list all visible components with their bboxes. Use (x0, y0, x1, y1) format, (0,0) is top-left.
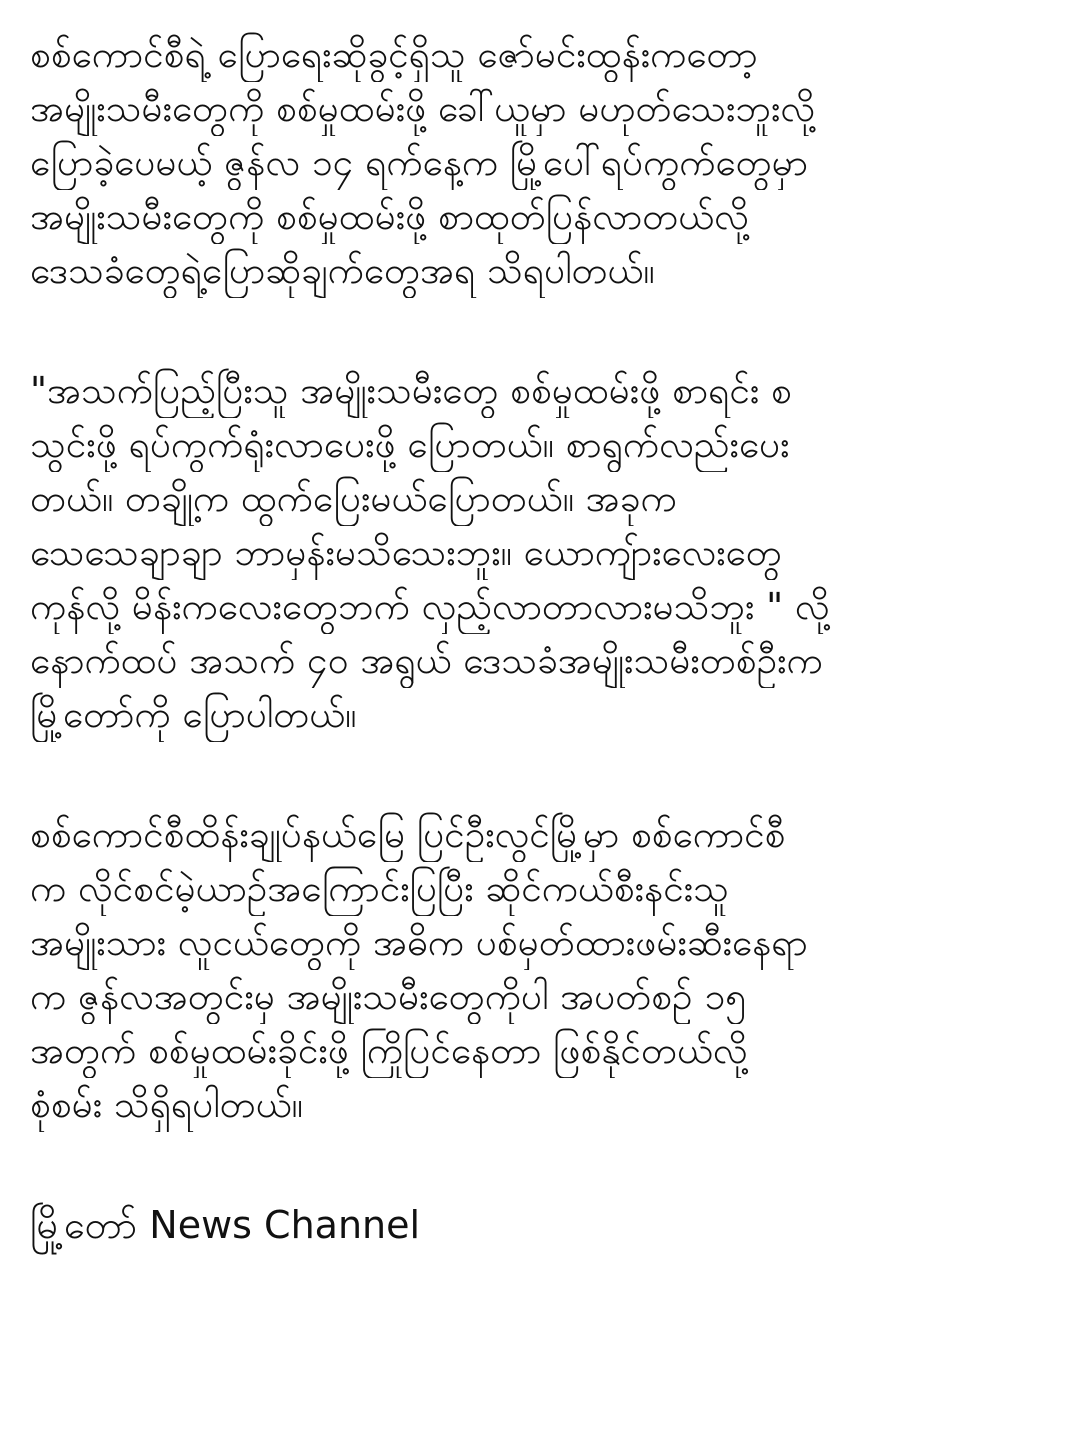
paragraph-2 (30, 364, 1049, 742)
text-line: မြို့တော်ကို ပြောပါတယ်။ (30, 693, 357, 736)
text-line: သွင်းဖို့ ရပ်ကွက်ရုံးလာပေးဖို့ ပြောတယ်။ စာရွက်လည်းပေး (30, 423, 790, 466)
text-line: နောက်ထပ် အသက် ၄၀ အရွယ် ဒေသခံအမျိုးသမီးတစ်ဦးက (30, 639, 823, 682)
text-line: စစ်ကောင်စီရဲ့ ပြောရေးဆိုခွင့်ရှိသူ ဇော်မင်းထွန်းကတော့ (30, 33, 758, 76)
paragraph-3 (30, 808, 1049, 1132)
text-line: က ဇွန်လအတွင်းမှ အမျိုးသမီးတွေကိုပါ အပတ်စဉ် ၁၅ (30, 975, 746, 1018)
text-line: အမျိုးသား လူငယ်တွေကို အဓိက ပစ်မှတ်ထားဖမ်းဆီးနေရာ (30, 921, 808, 964)
text-line: အတွက် စစ်မှုထမ်းခိုင်းဖို့ ကြိုပြင်နေတာ ဖြစ်နိုင်တယ်လို့ (30, 1029, 748, 1072)
text-line: စစ်ကောင်စီထိန်းချုပ်နယ်မြေ ပြင်ဦးလွင်မြို့မှာ စစ်ကောင်စီ (30, 813, 786, 856)
text-line: ပြောခဲ့ပေမယ့် ဇွန်လ ၁၄ ရက်နေ့က မြို့ပေါ်ရပ်ကွက်တွေမှာ (30, 141, 808, 184)
text-line: သေသေချာချာ ဘာမှန်းမသိသေးဘူး။ ယောကျ်ားလေးတွေ (30, 531, 782, 574)
source-credit: မြို့တော် News Channel (30, 1203, 421, 1247)
text-line: စုံစမ်း သိရှိရပါတယ်။ (30, 1083, 303, 1126)
text-line: တယ်။ တချို့က ထွက်ပြေးမယ်ပြောတယ်။ အခုက (30, 477, 677, 520)
text-line: က လိုင်စင်မဲ့ယာဉ်အကြောင်းပြပြီး ဆိုင်ကယ်စီးနင်းသူ (30, 867, 729, 910)
text-line: ဒေသခံတွေရဲ့ပြောဆိုချက်တွေအရ သိရပါတယ်။ (30, 249, 655, 292)
text-line: အမျိုးသမီးတွေကို စစ်မှုထမ်းဖို့ စာထုတ်ပြန်လာတယ်လို့ (30, 195, 749, 238)
text-line: အမျိုးသမီးတွေကို စစ်မှုထမ်းဖို့ ခေါ်ယူမှာ မဟုတ်သေးဘူးလို့ (30, 87, 816, 130)
text-line: "အသက်ပြည့်ပြီးသူ အမျိုးသမီးတွေ စစ်မှုထမ်းဖို့ စာရင်း စ (30, 369, 792, 412)
text-line: ကုန်လို့ မိန်းကလေးတွေဘက် လှည့်လာတာလားမသိဘူး " လို့ (30, 585, 830, 628)
paragraph-1 (30, 28, 1049, 298)
